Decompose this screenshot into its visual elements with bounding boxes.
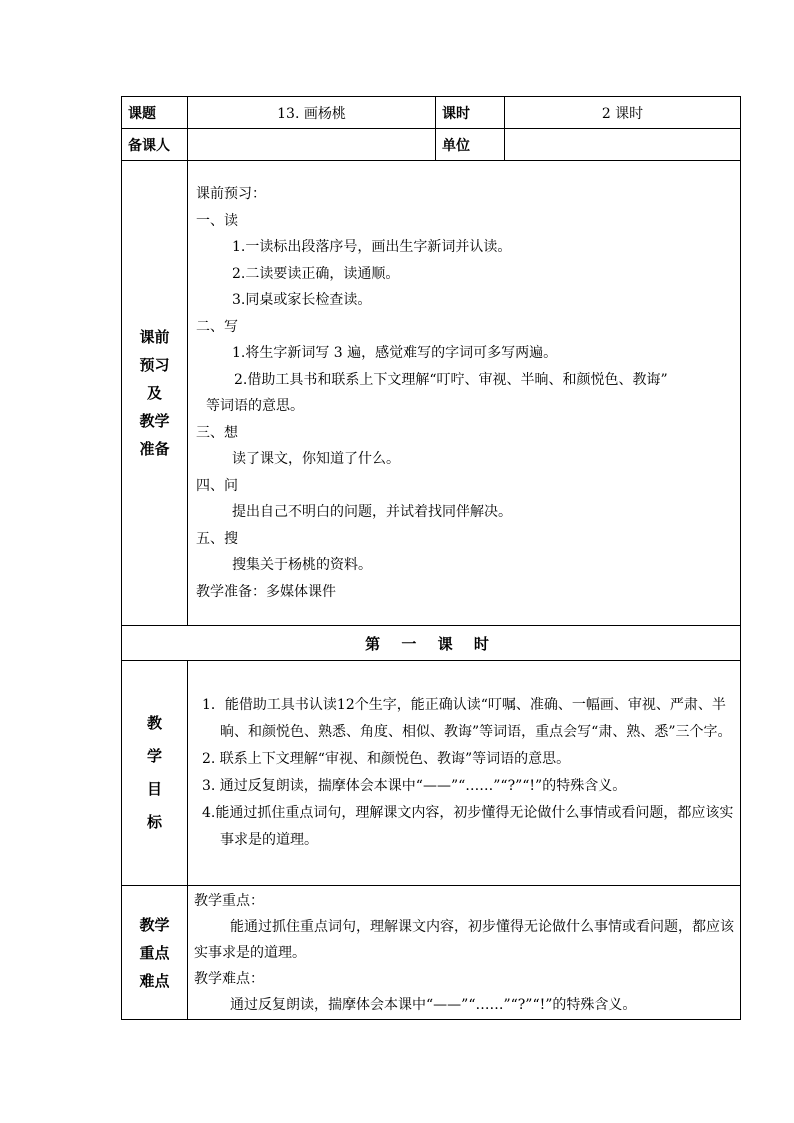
write-item-1: 1.将生字新词写 3 遍，感觉难写的字词可多写两遍。	[232, 345, 558, 361]
preparer-value	[188, 129, 436, 161]
section-search: 五、搜	[196, 530, 238, 547]
preview-title: 课前预习：	[196, 186, 266, 202]
key-label: 教学 重点 难点	[122, 886, 188, 1020]
read-item-2: 2.二读要读正确，读通顺。	[232, 265, 400, 282]
section-read: 一、读	[196, 212, 238, 229]
teaching-prep: 教学准备：多媒体课件	[196, 583, 336, 600]
write-item-2: 2.借助工具书和联系上下文理解“叮咛、审视、半晌、和颜悦色、教诲”	[234, 371, 668, 388]
goal-item-3: 3. 通过反复朗读，揣摩体会本课中“——”“……”“?”“!”的特殊含义。	[202, 778, 627, 794]
read-item-3: 3.同桌或家长检查读。	[232, 292, 372, 308]
header-row-topic	[122, 97, 741, 129]
topic-value: 13. 画杨桃	[188, 97, 436, 129]
goals-label: 教 学 目 标	[122, 661, 188, 886]
goals-row	[122, 661, 741, 886]
goal-item-2: 2. 联系上下文理解“审视、和颜悦色、教诲”等词语的意思。	[202, 751, 571, 767]
preparer-label: 备课人	[122, 129, 188, 161]
goal-item-4: 4.能通过抓住重点词句，理解课文内容，初步懂得无论做什么事情或看问题，都应该实事求是的道理。	[202, 805, 734, 848]
period-title: 第 一 课 时	[122, 626, 741, 661]
difficulty-title: 教学难点：	[194, 971, 264, 987]
lesson-plan-table	[121, 96, 741, 1020]
read-item-1: 1.一读标出段落序号，画出生字新词并认读。	[232, 239, 512, 255]
hours-value: 2 课时	[505, 97, 741, 129]
hours-label: 课时	[436, 97, 505, 129]
preview-content	[188, 161, 741, 626]
topic-label: 课题	[122, 97, 188, 129]
ask-text: 提出自己不明白的问题，并试着找同伴解决。	[232, 504, 512, 520]
focus-title: 教学重点：	[194, 893, 264, 909]
search-text: 搜集关于杨桃的资料。	[232, 557, 372, 573]
write-item-2-cont: 等词语的意思。	[206, 398, 304, 414]
key-content	[188, 886, 741, 1020]
header-row-preparer	[122, 129, 741, 161]
preview-row	[122, 161, 741, 626]
unit-value	[505, 129, 741, 161]
unit-label: 单位	[436, 129, 505, 161]
key-row	[122, 886, 741, 1020]
section-think: 三、想	[196, 424, 238, 441]
think-text: 读了课文，你知道了什么。	[232, 451, 400, 467]
goals-content	[188, 661, 741, 886]
preview-label: 课前 预习 及 教学 准备	[122, 161, 188, 626]
period-row	[122, 626, 741, 661]
section-ask: 四、问	[196, 477, 238, 494]
difficulty-text: 通过反复朗读，揣摩体会本课中“——”“……”“?”“!”的特殊含义。	[230, 997, 637, 1013]
section-write: 二、写	[196, 318, 238, 335]
goal-item-1: 1．能借助工具书认读12个生字，能正确认读“叮嘱、准确、一幅画、审视、严肃、半晌、和颜悦色、熟悉、角度、相似、教诲”等词语，重点会写“肃、熟、悉”三个字。	[202, 697, 732, 740]
focus-text: 能通过抓住重点词句，理解课文内容，初步懂得无论做什么事情或看问题，都应该实事求是的道理。	[194, 919, 734, 961]
